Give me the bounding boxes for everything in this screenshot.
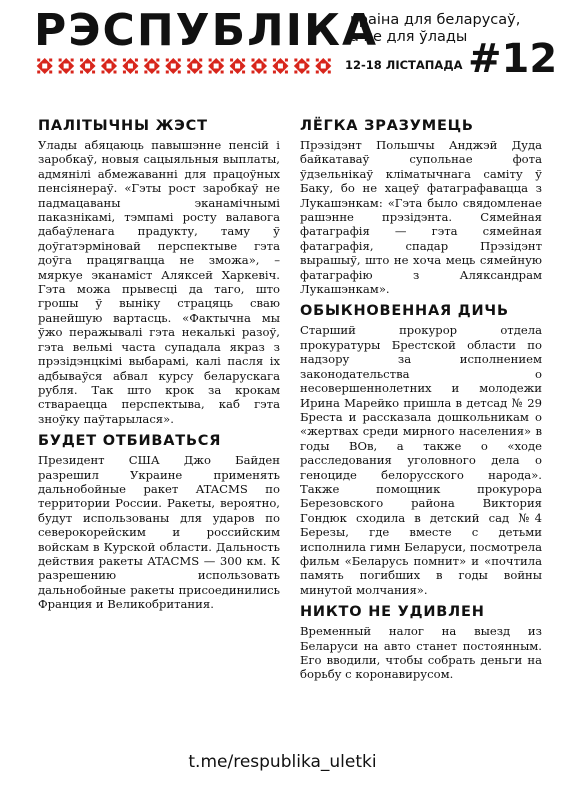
ornament-icon bbox=[34, 56, 334, 76]
left-column bbox=[38, 117, 280, 618]
article-title: БУДЕТ ОТБИВАТЬСЯ bbox=[38, 433, 222, 450]
article-easy-to-understand bbox=[300, 117, 542, 296]
ornament-motif bbox=[80, 58, 96, 74]
right-column bbox=[300, 117, 542, 688]
ornament-motif bbox=[144, 58, 160, 74]
article-title: ПАЛІТЫЧНЫ ЖЭСТ bbox=[38, 118, 208, 134]
ornament-motif bbox=[315, 58, 331, 74]
ornament-motif bbox=[230, 58, 246, 74]
ornament-motif bbox=[251, 58, 267, 74]
ornament-motif bbox=[101, 58, 117, 74]
ornament-motif bbox=[58, 58, 74, 74]
article-title: ЛЁГКА ЗРАЗУМЕЦЬ bbox=[300, 118, 474, 134]
slogan-line-1: краіна для беларусаў, bbox=[350, 12, 521, 28]
issue-number: #12 bbox=[468, 36, 558, 82]
article-body: Президент США Джо Байден разрешил Украине применять дальнобойные ракет ATACMS по территории России. Ракеты, вероятно, будут использованы для ударов по северокорейским и российским войскам в Курской области. Дальность действия ракеты ATACMS — 300 км. К разрешению использовать дальнобойные ракеты присоединились Франция и Великобритания. bbox=[38, 453, 280, 612]
article-body: Улады абяцаюць павышэнне пенсій і заробкаў, новыя сацыяльныя выплаты, адмянілі абмежаванні для працоўных пенсіянераў. «Гэты рост заробкаў не падмацаваны эканамічнымі паказнікамі, тэмпамі росту валавога дабаўленага прадукту, таму ў доўгатэрміновай перспектыве гэта доўга працягвацца не зможа», – мяркуе эканаміст Аляксей Харкевіч. Гэта можа прывесці да таго, што грошы ў выніку страцяць сваю ранейшую вартасць. «Фактычна мы ўжо перажывалі гэта некалькі разоў, гэта вельмі часта супадала якраз з прэзідэнцкімі выбарамі, калі пасля іх адбываўся абвал курсу беларускага рубля. Так што крок за крокам стварaецца перспектыва, каб гэта зноўку паўтарылася». bbox=[38, 138, 280, 426]
article-body: Старший прокурор отдела прокуратуры Брестской области по надзору за исполнением законодательства о несовершеннолетних и молодежи Ирина Марейко пришла в детсад № 29 Бреста и рассказала дошкольникам о «жертвах среди мирного населения» в годы ВОв, а также о «ходе расследования уголовного дела о геноциде белорусского народа». Также помощник прокурора Березовского района Виктория Гондюк сходила в детский сад №4 Березы, где вместе с детьми исполнила гимн Беларуси, посмотрела фильм «Беларусь помнит» и «почтила память погибших в годы войны минутой молчания». bbox=[300, 323, 542, 597]
article-title: НИКТО НЕ УДИВЛЕН bbox=[300, 604, 485, 621]
ornament-motif bbox=[208, 58, 224, 74]
article-will-fight-back bbox=[38, 432, 280, 611]
slogan-line-2: а не для ўлады bbox=[350, 29, 468, 45]
article-nobody-surprised bbox=[300, 603, 542, 682]
ornament-motif bbox=[187, 58, 203, 74]
issue-dates: 12-18 ЛІСТАПАДА bbox=[345, 58, 463, 72]
ornament-motif bbox=[122, 58, 138, 74]
ornament-motif bbox=[294, 58, 310, 74]
ornament-motif bbox=[272, 58, 288, 74]
newspaper-logo: РЭСПУБЛІКА bbox=[34, 5, 379, 56]
article-body: Временный налог на выезд из Беларуси на авто станет постоянным. Его вводили, чтобы собрать деньги на борьбу с коронавирусом. bbox=[300, 624, 542, 682]
ornament-motif bbox=[165, 58, 181, 74]
masthead bbox=[0, 0, 565, 92]
ornament-motif bbox=[37, 58, 53, 74]
article-title: ОБЫКНОВЕННАЯ ДИЧЬ bbox=[300, 303, 509, 320]
telegram-link[interactable]: t.me/respublika_uletki bbox=[188, 752, 377, 772]
article-political-gesture bbox=[38, 117, 280, 426]
article-body: Прэзідэнт Польшчы Анджэй Дуда байкатаваў супольнае фота ўдзельнікаў кліматычнага саміту ў Баку, бо не хацеў фатаграфавацца з Лукашэнкам: «Гэта было свядомленае рашэнне прэзідэнта. Сямейная фатаграфія — гэта сямейная фатаграфія, спадар Прэзідэнт вырашыў, што не хоча мець сямейную фатаграфію з Аляксандрам Лукашэнкам». bbox=[300, 138, 542, 297]
article-ordinary-nonsense bbox=[300, 302, 542, 597]
